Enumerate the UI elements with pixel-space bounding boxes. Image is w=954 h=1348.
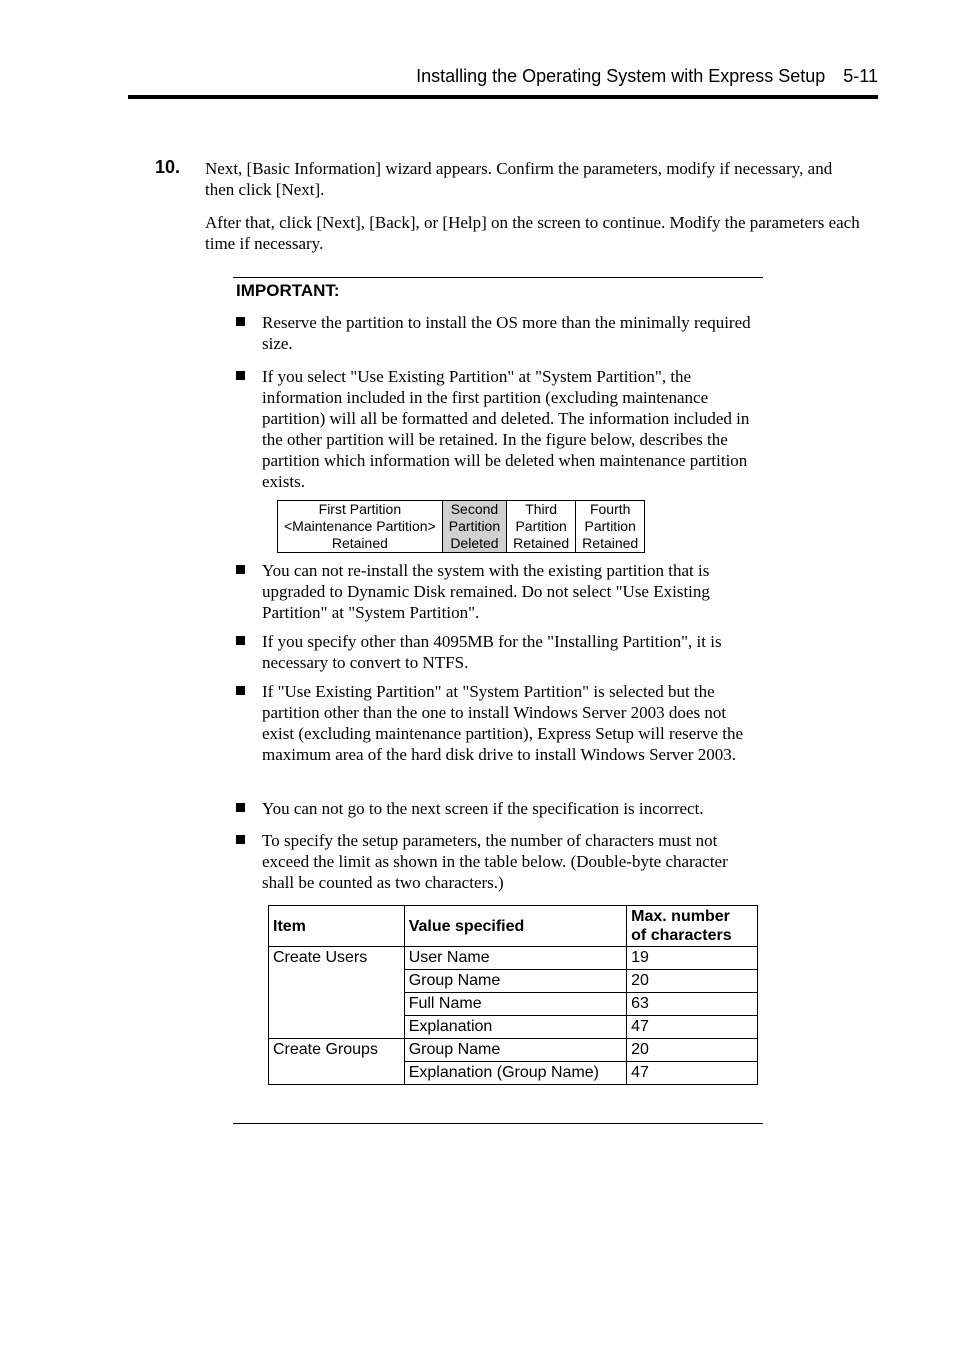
bullet-text: You can not go to the next screen if the specification is incorrect.: [262, 799, 704, 818]
important-bullet: [262, 830, 762, 893]
cell-line: Retained: [582, 535, 639, 551]
max-cell: 19: [627, 947, 758, 970]
cell-line: Retained: [331, 535, 388, 551]
cell-line: Third: [525, 501, 558, 517]
header-value: Value specified: [404, 906, 626, 947]
partition-cell: [507, 501, 576, 553]
important-bullet: [262, 560, 762, 623]
table-row: [269, 947, 758, 970]
header-max-line: of characters: [631, 927, 732, 944]
square-bullet-icon: [236, 686, 245, 695]
important-bullet: [262, 798, 762, 819]
important-bullet: [262, 681, 762, 765]
value-cell: Group Name: [404, 1039, 626, 1062]
page-header: [128, 64, 878, 88]
bullet-text: If "Use Existing Partition" at "System Partition" is selected but the partition other than the one to install Windows Server 2003 does not exist (excluding maintenance partition), Express Setup will reserve the maximum area of the hard disk drive to install Windows Server 2003.: [262, 682, 744, 764]
cell-line: Partition: [584, 518, 636, 534]
important-bullet: [262, 312, 762, 354]
cell-line: Second: [450, 501, 499, 517]
header-max-line: Max. number: [631, 908, 730, 925]
header-item: Item: [269, 906, 405, 947]
cell-line: Retained: [513, 535, 570, 551]
step-paragraph-2: After that, click [Next], [Back], or [Help] on the screen to continue. Modify the parameters each time if necessary.: [205, 213, 860, 253]
square-bullet-icon: [236, 636, 245, 645]
partition-table: [277, 500, 645, 553]
item-cell: Create Users: [269, 947, 405, 1039]
header-title: Installing the Operating System with Express Setup: [416, 66, 826, 86]
value-cell: Explanation (Group Name): [404, 1062, 626, 1085]
value-cell: Explanation: [404, 1016, 626, 1039]
partition-cell: [278, 501, 443, 553]
max-cell: 47: [627, 1016, 758, 1039]
cell-line: First Partition: [318, 501, 402, 517]
value-cell: User Name: [404, 947, 626, 970]
bullet-text: To specify the setup parameters, the number of characters must not exceed the limit as shown in the table below. (Double-byte character shall be counted as two characters.): [262, 831, 728, 892]
important-bullet: [262, 631, 762, 673]
square-bullet-icon: [236, 565, 245, 574]
cell-line: Fourth: [589, 501, 631, 517]
header-rule: [128, 95, 878, 99]
partition-cell: [576, 501, 645, 553]
table-row: [269, 1039, 758, 1062]
header-max: [627, 906, 758, 947]
square-bullet-icon: [236, 835, 245, 844]
max-cell: 63: [627, 993, 758, 1016]
max-cell: 20: [627, 1039, 758, 1062]
bullet-text: Reserve the partition to install the OS more than the minimally required size.: [262, 313, 751, 353]
cell-line: <Maintenance Partition>: [284, 518, 436, 534]
cell-line: Deleted: [450, 535, 499, 551]
value-cell: Full Name: [404, 993, 626, 1016]
max-cell: 47: [627, 1062, 758, 1085]
max-cell: 20: [627, 970, 758, 993]
step-number: 10.: [155, 157, 181, 177]
cell-line: Partition: [515, 518, 567, 534]
table-header-row: [269, 906, 758, 947]
bullet-text: If you specify other than 4095MB for the "Installing Partition", it is necessary to convert to NTFS.: [262, 632, 722, 672]
item-cell: Create Groups: [269, 1039, 405, 1085]
step-paragraph-1: Next, [Basic Information] wizard appears. Confirm the parameters, modify if necessary, and then click [Next].: [205, 159, 833, 199]
square-bullet-icon: [236, 803, 245, 812]
partition-cell-deleted: [442, 501, 506, 553]
square-bullet-icon: [236, 371, 245, 380]
bullet-text: You can not re-install the system with the existing partition that is upgraded to Dynamic Disk remained. Do not select "Use Existing Partition" at "System Partition".: [262, 561, 710, 622]
cell-line: Partition: [448, 518, 501, 534]
bullet-text: If you select "Use Existing Partition" at "System Partition", the information included in the first partition (excluding maintenance partition) will all be formatted and deleted. The information included in the other partition will be retained. In the figure below, describes the partition which information will be deleted when maintenance partition exists.: [262, 367, 750, 491]
important-bullet: [262, 366, 762, 492]
page-number: 5-11: [843, 66, 878, 86]
square-bullet-icon: [236, 317, 245, 326]
character-limits-table: [268, 905, 758, 1085]
important-title: IMPORTANT:: [236, 281, 340, 300]
value-cell: Group Name: [404, 970, 626, 993]
table-row: [278, 501, 645, 553]
